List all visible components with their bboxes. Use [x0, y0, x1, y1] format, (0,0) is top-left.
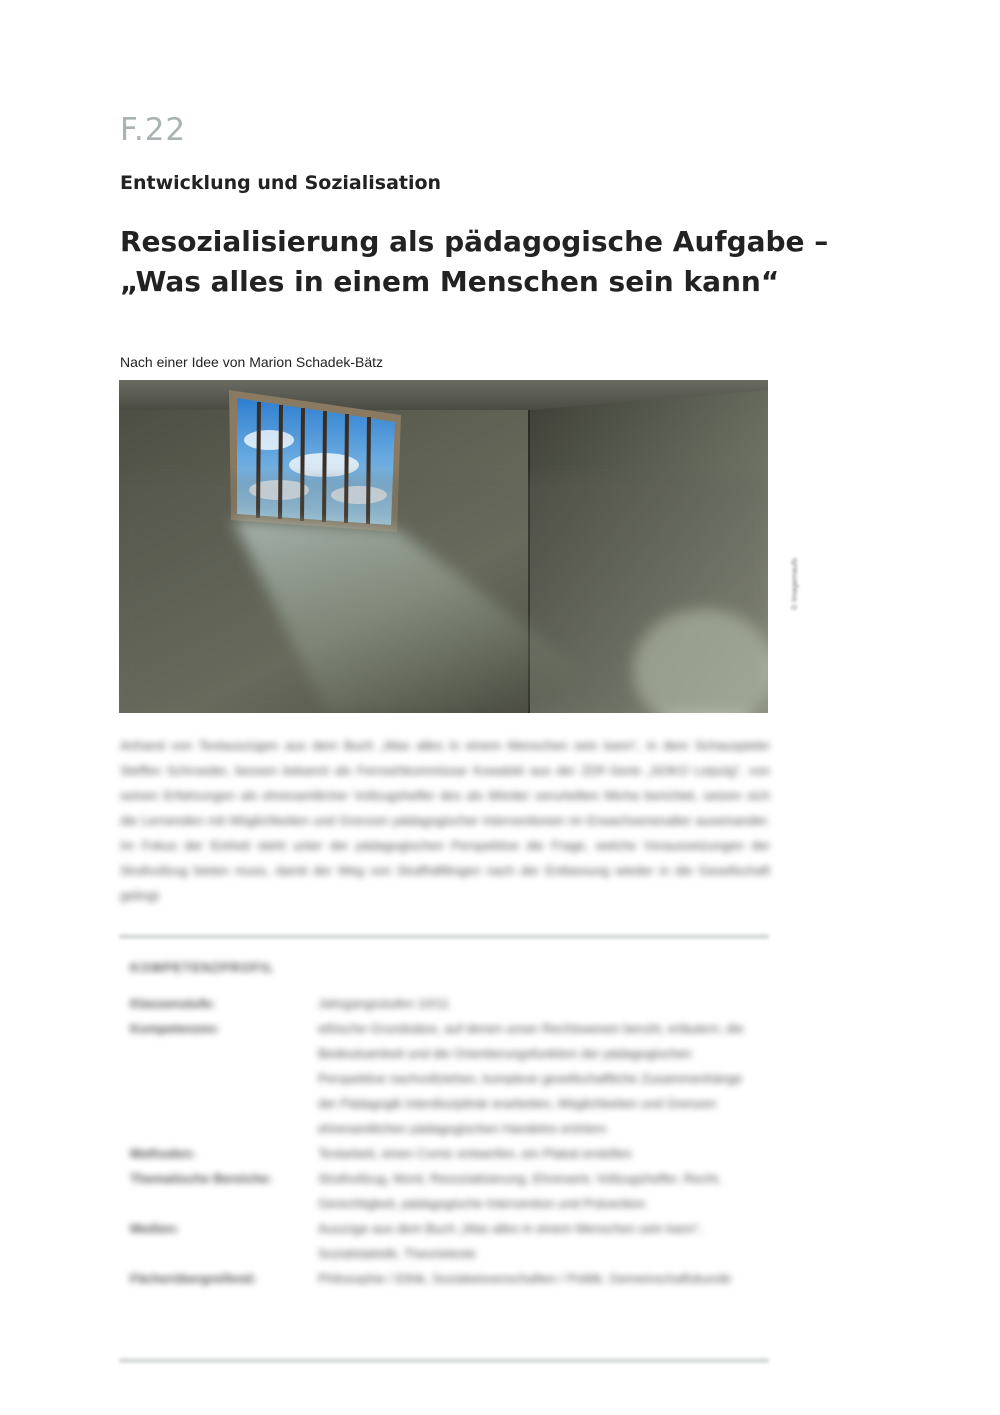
profile-row [130, 1016, 760, 1141]
profile-value: Jahrgangsstufen 10/11 [318, 996, 450, 1011]
page-title [120, 222, 840, 302]
profile-row [130, 1166, 760, 1216]
profile-value: Auszüge aus dem Buch „Was alles in einem Menschen sein kann“, Sozialstatistik, Theorietexte [318, 1221, 703, 1261]
title-line-2: „Was alles in einem Menschen sein kann“ [120, 265, 780, 298]
profile-value: Philosophie / Ethik, Sozialwissenschaften / Politik, Gemeinschaftskunde [318, 1271, 732, 1286]
profile-value: Textarbeit, einen Comic entwerfen, ein Plakat erstellen [318, 1146, 632, 1161]
photo-credit: © Imagemaufs [790, 557, 799, 610]
profile-label: Medien: [130, 1221, 180, 1236]
profile-label: Methoden: [130, 1146, 196, 1161]
profile-label: Klassenstufe: [130, 996, 216, 1011]
profile-row [130, 1266, 760, 1291]
profile-row [130, 1216, 760, 1266]
profile-row [130, 991, 760, 1016]
profile-value: ethische Grundsätze, auf denen unser Rechtswesen beruht, erläutern, die Bedeutsamkeit und die Orientierungsfunktion der pädagogischen Perspektive nachvollziehen, komplexe gesellschaftliche Zusammenhänge der Pädagogik interdisziplinär erarbeiten, Möglichkeiten und Grenzen ehrenamtlichen pädagogischen Handelns erörtern [318, 1021, 744, 1136]
profile-label: Fächerübergreifend: [130, 1271, 257, 1286]
profile-row [130, 1141, 760, 1166]
prison-cell-photo [119, 380, 768, 713]
profile-heading: KOMPETENZPROFIL [130, 960, 275, 975]
chapter-number: F.22 [120, 112, 187, 148]
profile-label: Thematische Bereiche: [130, 1171, 273, 1186]
profile-value: Strafvollzug, Mord, Resozialisierung, Ehrenamt, Vollzugshelfer, Recht, Gerechtigkeit, pädagogische Intervention und Prävention [318, 1171, 722, 1211]
divider-bottom [119, 1358, 769, 1363]
intro-paragraph: Anhand von Textauszügen aus dem Buch „Was alles in einem Menschen sein kann“, in dem Schauspieler Steffen Schroeder, bessen bekannt als Fernsehkommissar Kowalski aus der ZDF-Serie „SOKO Leipzig“, von seinen Erfahrungen als ehrenamtlicher Vollzugshelfer des als Mörder verurteilten Micha berichtet, setzen sich die Lernenden mit Möglichkeiten und Grenzen pädagogischer Interventionen im Erwachsenenalter auseinander. Im Fokus der Einheit steht unter der pädagogischen Perspektive die Frage, welche Voraussetzungen der Strafvollzug bieten muss, damit der Weg von Strafhäftlingen nach der Entlassung wieder in die Gesellschaft gelingt. [120, 738, 770, 903]
divider-top [119, 934, 769, 939]
profile-label: Kompetenzen: [130, 1021, 220, 1036]
section-label: Entwicklung und Sozialisation [120, 172, 442, 194]
competence-profile [130, 960, 760, 1291]
title-line-1: Resozialisierung als pädagogische Aufgabe – [120, 225, 829, 258]
author-line: Nach einer Idee von Marion Schadek-Bätz [120, 354, 384, 370]
